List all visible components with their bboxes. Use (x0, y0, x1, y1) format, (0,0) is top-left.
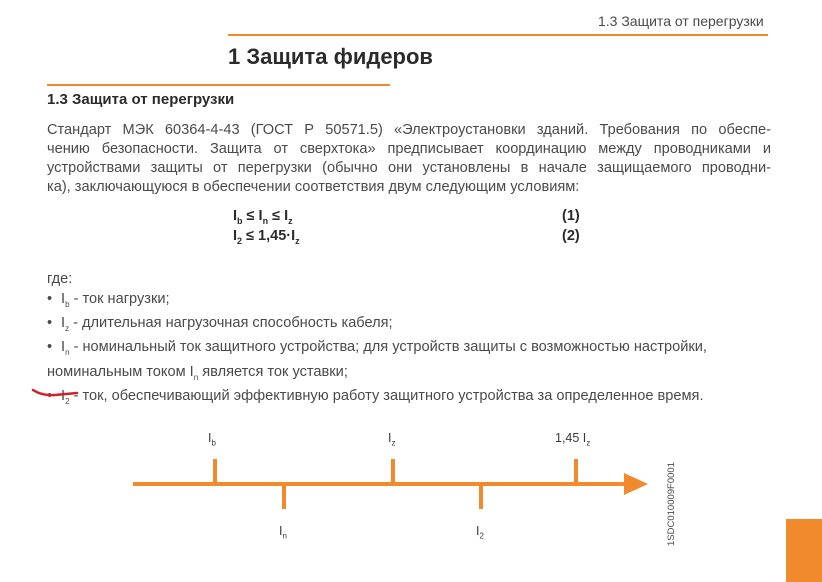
formula-1-number: (1) (562, 208, 580, 224)
list-item: • $I_b$ - ток нагрузки; (47, 290, 170, 309)
paragraph-line: Стандарт МЭК 60364-4-43 (ГОСТ Р 50571.5) «Электроустановки зданий. Требования по обеспе- (47, 122, 771, 138)
chapter-title: 1 Защита фидеров (228, 44, 433, 69)
label-i2: $I_2$ (476, 524, 484, 541)
paragraph-line: чению безопасности. Защита от сверхтока» предписывает координацию между проводниками и (47, 141, 771, 157)
formula-2: $I_2 \le 1,45\cdot I_z$ (233, 228, 300, 246)
paragraph-line: устройствами защиты от перегрузки (обычно они установлены в начале защищаемого проводни- (47, 160, 771, 176)
where-label: где: (47, 271, 73, 287)
section-title: 1.3 Защита от перегрузки (47, 91, 235, 108)
page-corner-tab (786, 519, 822, 582)
label-145iz: 1,45 $I_z$ (555, 431, 591, 448)
label-ib: $I_b$ (208, 431, 216, 448)
list-item: • $I_2$ - ток, обеспечивающий эффективную работу защитного устройства за определенное время. (47, 388, 704, 407)
list-item: • $I_z$ - длительная нагрузочная способность кабеля; (47, 314, 393, 333)
running-header: 1.3 Защита от перегрузки (598, 13, 764, 29)
label-iz: $I_z$ (388, 431, 396, 448)
label-in: $I_n$ (279, 524, 287, 541)
formula-2-number: (2) (562, 228, 580, 244)
paragraph-line: ка), заключающуюся в обеспечении соответствия двум следующим условиям: (47, 179, 580, 195)
list-item-continuation: номинальным током $I_n$ является ток уставки; (47, 363, 348, 382)
figure-code: 1SDC010009F0001 (666, 462, 677, 546)
axis-arrowhead (624, 473, 648, 495)
handwritten-underline (33, 390, 77, 395)
formula-1: $I_b \le I_n \le I_z$ (233, 208, 293, 226)
list-item: • $I_n$ - номинальный ток защитного устройства; для устройств защиты с возможностью настройки, (47, 339, 707, 358)
